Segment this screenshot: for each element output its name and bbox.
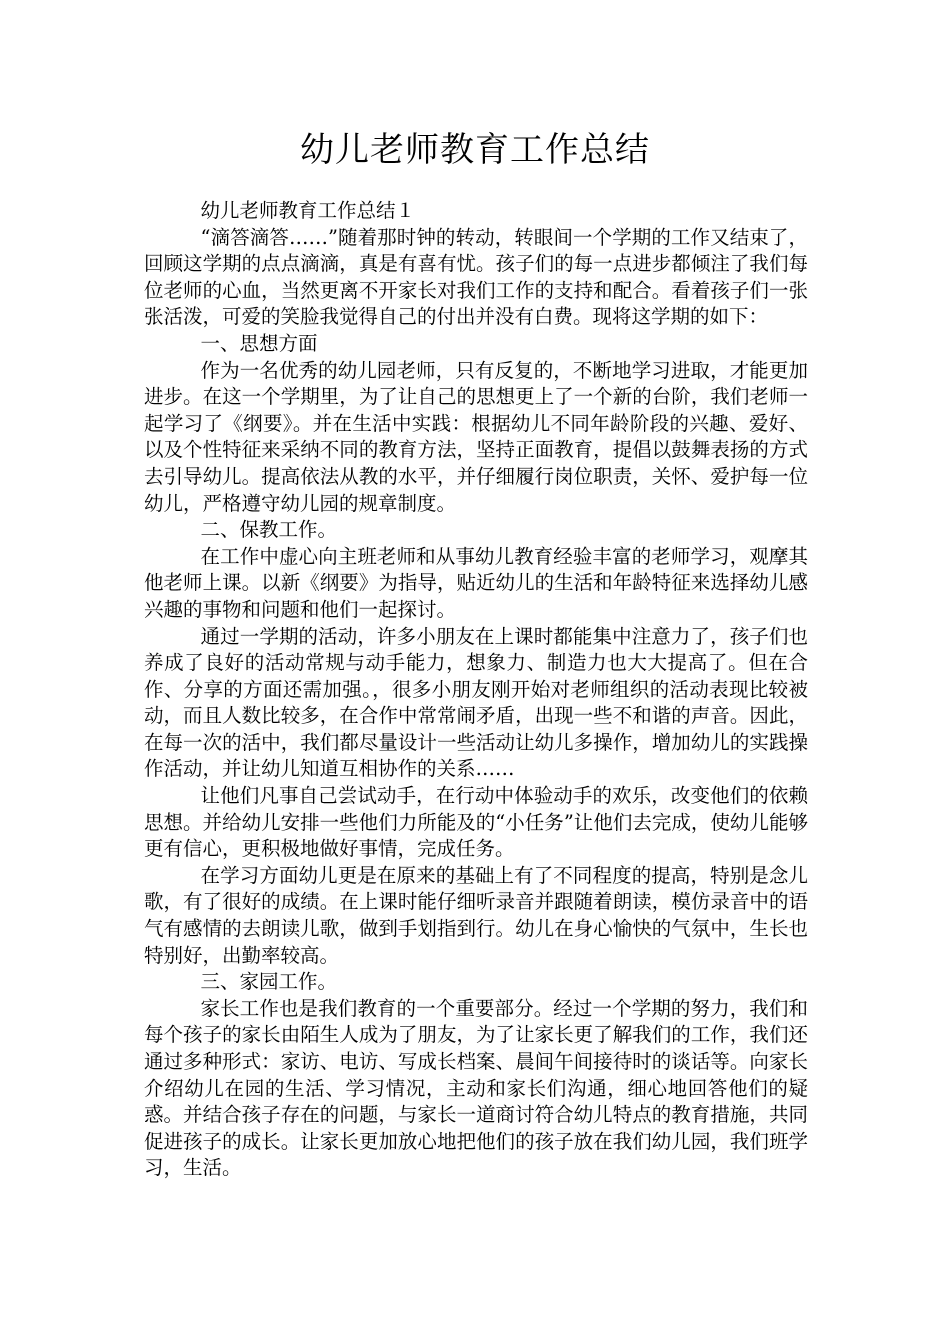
document-body bbox=[144, 198, 808, 1182]
body-paragraph: 家长工作也是我们教育的一个重要部分。经过一个学期的努力，我们和每个孩子的家长由陌生人成为了朋友，为了让家长更了解我们的工作，我们还通过多种形式：家访、电访、写成长档案、晨间午间接待时的谈话等。向家长介绍幼儿在园的生活、学习情况，主动和家长们沟通，细心地回答他们的疑惑。并结合孩子存在的问题，与家长一道商讨符合幼儿特点的教育措施，共同促进孩子的成长。让家长更加放心地把他们的孩子放在我们幼儿园，我们班学习，生活。 bbox=[144, 996, 808, 1180]
section-heading-teaching: 二、保教工作。 bbox=[200, 518, 338, 542]
section-heading-thought: 一、思想方面 bbox=[200, 331, 318, 355]
body-paragraph: 通过一学期的活动，许多小朋友在上课时都能集中注意力了，孩子们也养成了良好的活动常规与动手能力，想象力、制造力也大大提高了。但在合作、分享的方面还需加强。，很多小朋友刚开始对老师组织的活动表现比较被动，而且人数比较多，在合作中常常闹矛盾，出现一些不和谐的声音。因此，在每一次的活中，我们都尽量设计一些活动让幼儿多操作，增加幼儿的实践操作活动，并让幼儿知道互相协作的关系…… bbox=[144, 624, 808, 781]
subtitle-paragraph: 幼儿老师教育工作总结１ bbox=[200, 199, 416, 222]
section-heading-home: 三、家园工作。 bbox=[200, 970, 338, 994]
intro-paragraph: “滴答滴答……”随着那时钟的转动，转眼间一个学期的工作又结束了，回顾这学期的点点滴滴，真是有喜有忧。孩子们的每一点进步都倾注了我们每位老师的心血，当然更离不开家长对我们工作的支持和配合。看着孩子们一张张活泼，可爱的笑脸我觉得自己的付出并没有白费。现将这学期的如下： bbox=[144, 225, 808, 329]
document-title: 幼儿老师教育工作总结 bbox=[300, 130, 650, 170]
body-paragraph: 作为一名优秀的幼儿园老师，只有反复的，不断地学习进取，才能更加进步。在这一个学期里，为了让自己的思想更上了一个新的台阶，我们老师一起学习了《纲要》。并在生活中实践：根据幼儿不同年龄阶段的兴趣、爱好、以及个性特征来采纳不同的教育方法，坚持正面教育，提倡以鼓舞表扬的方式去引导幼儿。提高依法从教的水平，并仔细履行岗位职责，关怀、爱护每一位幼儿，严格遵守幼儿园的规章制度。 bbox=[144, 358, 808, 515]
body-paragraph: 在学习方面幼儿更是在原来的基础上有了不同程度的提高，特别是念儿歌，有了很好的成绩。在上课时能仔细听录音并跟随着朗读，模仿录音中的语气有感情的去朗读儿歌，做到手划指到行。幼儿在身心愉快的气氛中，生长也特别好，出勤率较高。 bbox=[144, 863, 808, 967]
body-paragraph: 在工作中虚心向主班老师和从事幼儿教育经验丰富的老师学习，观摩其他老师上课。以新《纲要》为指导，贴近幼儿的生活和年龄特征来选择幼儿感兴趣的事物和问题和他们一起探讨。 bbox=[144, 544, 808, 621]
body-paragraph: 让他们凡事自己尝试动手，在行动中体验动手的欢乐，改变他们的依赖思想。并给幼儿安排一些他们力所能及的“小任务”让他们去完成，使幼儿能够更有信心，更积极地做好事情，完成任务。 bbox=[144, 784, 808, 861]
